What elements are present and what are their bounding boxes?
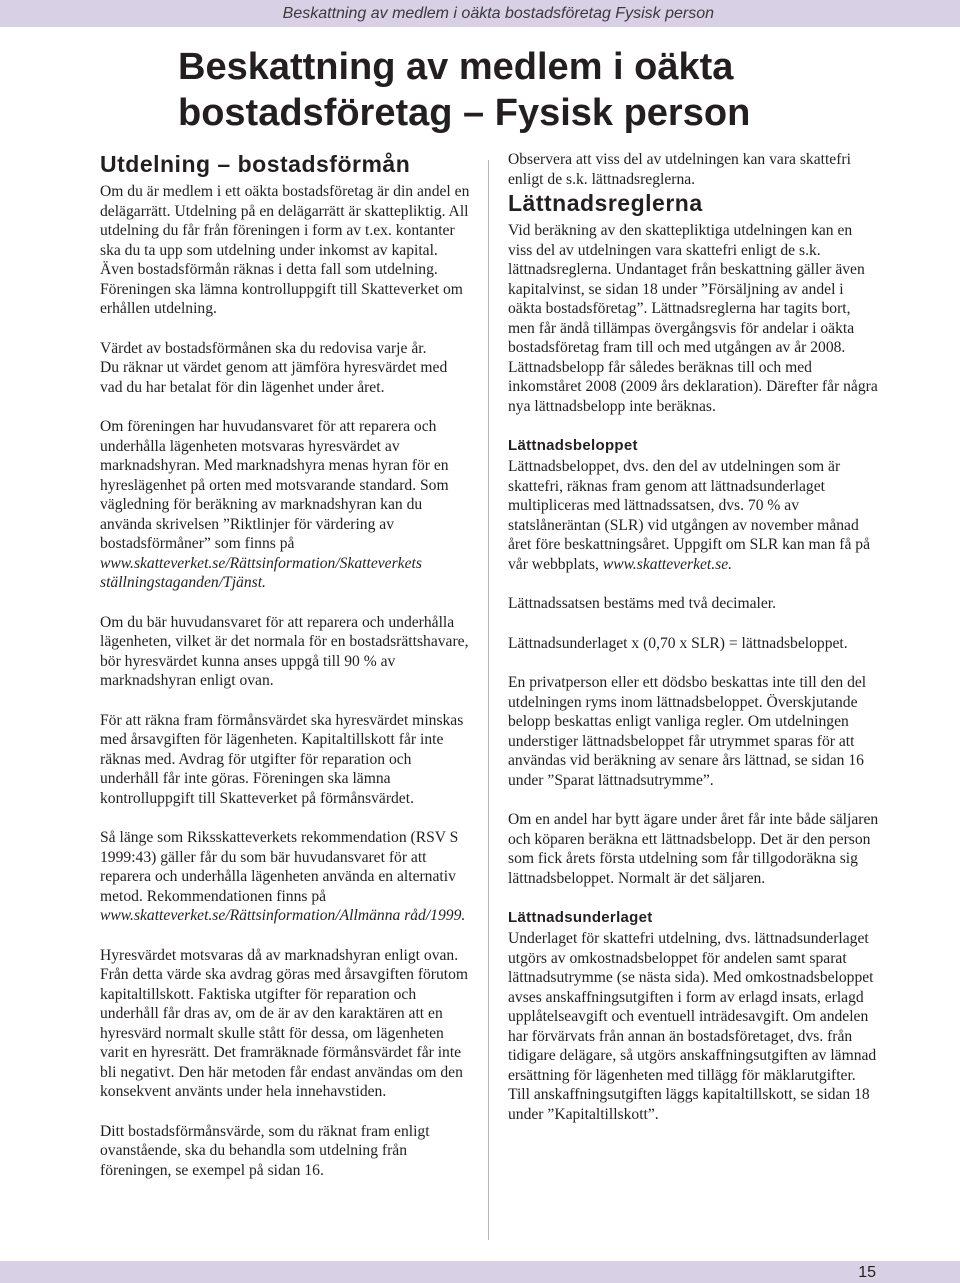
running-header bbox=[0, 0, 960, 27]
paragraph-text: Lättnadsbeloppet, dvs. den del av utdelningen som är skattefri, räknas fram genom att lättnadsunderlaget multipliceras med lättnadssatsen, dvs. 70 % av statslåneräntan (SLR) vid utgången av november månad året före beskattningsåret. Uppgift om SLR kan man få på vår webbplats, bbox=[508, 458, 871, 573]
right-column bbox=[508, 150, 880, 1144]
paragraph: Så länge som Riksskatteverkets rekommendation (RSV S 1999:43) gäller får du som bär huvudansvaret för att reparera och underhålla lägenheten använda en alternativ metod. Rekommendationen finns på bbox=[100, 829, 459, 905]
paragraph: För att räkna fram förmånsvärdet ska hyresvärdet minskas med årsavgiften för lägenheten. Kapitaltillskott får inte räknas med. Avdrag för utgifter för reparation och underhåll får inte göras. Föreningen ska lämna kontrolluppgift till Skatteverket på förmånsvärdet. bbox=[100, 711, 464, 807]
left-column bbox=[100, 150, 472, 1200]
page-title bbox=[178, 44, 878, 136]
paragraph bbox=[508, 457, 880, 574]
subheading-lattnadsbeloppet: Lättnadsbeloppet bbox=[508, 437, 638, 454]
page-number: 15 bbox=[858, 1264, 876, 1281]
paragraph: Underlaget för skattefri utdelning, dvs. lättnadsunderlaget utgörs av omkostnadsbeloppet för andelen samt sparat lättnadsutrymme (se nästa sida). Med omkostnadsbeloppet avses anskaffningsutgiften i form av erlagd insats, erlagd upplåtelseavgift och eventuell inträdesavgift. Om andelen har förvärvats från annan än bostadsföretaget, dvs. från tidigare delägare, så utgörs anskaffningsutgiften av lämnad ersättning för lägenheten med tillägg för mäklarutgifter. Till anskaffningsutgiften läggs kapitaltillskott, se sidan 18 under ”Kapitaltillskott”. bbox=[508, 930, 877, 1123]
paragraph: Om du bär huvudansvaret för att reparera och underhålla lägenheten, vilket är det normala för en bostadsrättshavare, bör hyresvärdet kunna anses uppgå till 90 % av marknadshyran enligt ovan. bbox=[100, 613, 469, 689]
footer-bar bbox=[0, 1261, 960, 1283]
paragraph: Värdet av bostadsförmånen ska du redovisa varje år. bbox=[100, 339, 427, 357]
paragraph: En privatperson eller ett dödsbo beskattas inte till den del utdelningen ryms inom lättnadsbeloppet. Överskjutande belopp beskattas enligt vanliga regler. Om utdelningen understiger lättnadsbeloppet får utrymmet sparas för att användas vid beräkning av senare års lättnad, se sidan 16 under ”Sparat lättnadsutrymme”. bbox=[508, 674, 867, 789]
link-skatteverket[interactable]: www.skatteverket.se. bbox=[602, 555, 733, 573]
link-skatteverket-allmanna-rad[interactable]: www.skatteverket.se/Rättsinformation/Allmänna råd/1999. bbox=[100, 907, 466, 924]
page-title-line-2: bostadsföretag – Fysisk person bbox=[178, 92, 751, 134]
paragraph: Lättnadssatsen bestäms med två decimaler. bbox=[508, 595, 777, 612]
paragraph: Om föreningen har huvudansvaret för att reparera och underhålla lägenheten motsvaras hyresvärdet av marknadshyran. Med marknadshyra menas hyran för en hyreslägenhet på orten med motsvarande standard. Som vägledning för beräkning av marknadshyran kan du använda skrivelsen ”Riktlinjer för värdering av bostadsförmåner” som finns på bbox=[100, 418, 449, 552]
paragraph: Om en andel har bytt ägare under året får inte både säljaren och köparen beräkna ett lättnadsbelopp. Det är den person som fick årets första utdelning som får tillgodoräkna sig lättnadsbeloppet. Normalt är det säljaren. bbox=[508, 811, 879, 887]
subheading-lattnadsunderlaget: Lättnadsunderlaget bbox=[508, 909, 653, 926]
link-skatteverket-stallningstaganden[interactable]: www.skatteverket.se/Rättsinformation/Skatteverkets ställningstaganden/Tjänst. bbox=[100, 554, 422, 591]
formula: Lättnadsunderlaget x (0,70 x SLR) = lättnadsbeloppet. bbox=[508, 634, 848, 652]
paragraph: Observera att viss del av utdelningen kan vara skattefri enligt de s.k. lättnadsreglerna. bbox=[508, 151, 851, 188]
paragraph: Om du är medlem i ett oäkta bostadsföretag är din andel en delägarrätt. Utdelning på en delägarrätt är skattepliktig. All utdelning du får från föreningen i form av t.ex. kontanter ska du ta upp som utdelning under inkomst av kapital. Även bostadsförmån räknas i detta fall som utdelning. Föreningen ska lämna kontrolluppgift till Skatteverket om erhållen utdelning. bbox=[100, 183, 470, 317]
paragraph: Hyresvärdet motsvaras då av marknadshyran enligt ovan. Från detta värde ska avdrag göras med årsavgiften förutom kapitaltillskott. Faktiska utgifter för reparation och underhåll får dras av, om de är av den karaktären att en hyresvärd normalt skulle stått för dessa, om lägenheten varit en hyresrätt. Det framräknade förmånsvärdet får inte bli negativt. Den här metoden får endast användas om den konsekvent använts under hela innehavstiden. bbox=[100, 946, 469, 1100]
section-heading-lattnadsreglerna: Lättnadsreglerna bbox=[508, 190, 703, 216]
paragraph: Vid beräkning av den skattepliktiga utdelningen kan en viss del av utdelningen vara skattefri enligt de s.k. lättnadsreglerna. Undantaget från beskattning gäller även kapitalvinst, se sidan 18 under ”Försäljning av andel i oäkta bostadsföretag”. Lättnadsreglerna har tagits bort, men får ändå tillämpas övergångsvis för andelar i oäkta bostadsföretag fram till och med utgången av år 2008. Lättnadsbelopp får således beräknas till och med inkomståret 2008 (2009 års deklaration). Därefter får några nya lättnadsbelopp inte beräknas. bbox=[508, 222, 878, 415]
paragraph: Ditt bostadsförmånsvärde, som du räknat fram enligt ovanstående, ska du behandla som utdelning från föreningen, se exempel på sidan 16. bbox=[100, 1122, 430, 1179]
running-header-text: Beskattning av medlem i oäkta bostadsföretag Fysisk person bbox=[282, 5, 714, 22]
paragraph: Du räknar ut värdet genom att jämföra hyresvärdet med vad du har betalat för din lägenhet under året. bbox=[100, 359, 448, 396]
section-heading-utdelning: Utdelning – bostadsförmån bbox=[100, 151, 411, 177]
page-title-line-1: Beskattning av medlem i oäkta bbox=[178, 46, 734, 88]
column-divider bbox=[488, 160, 489, 1240]
